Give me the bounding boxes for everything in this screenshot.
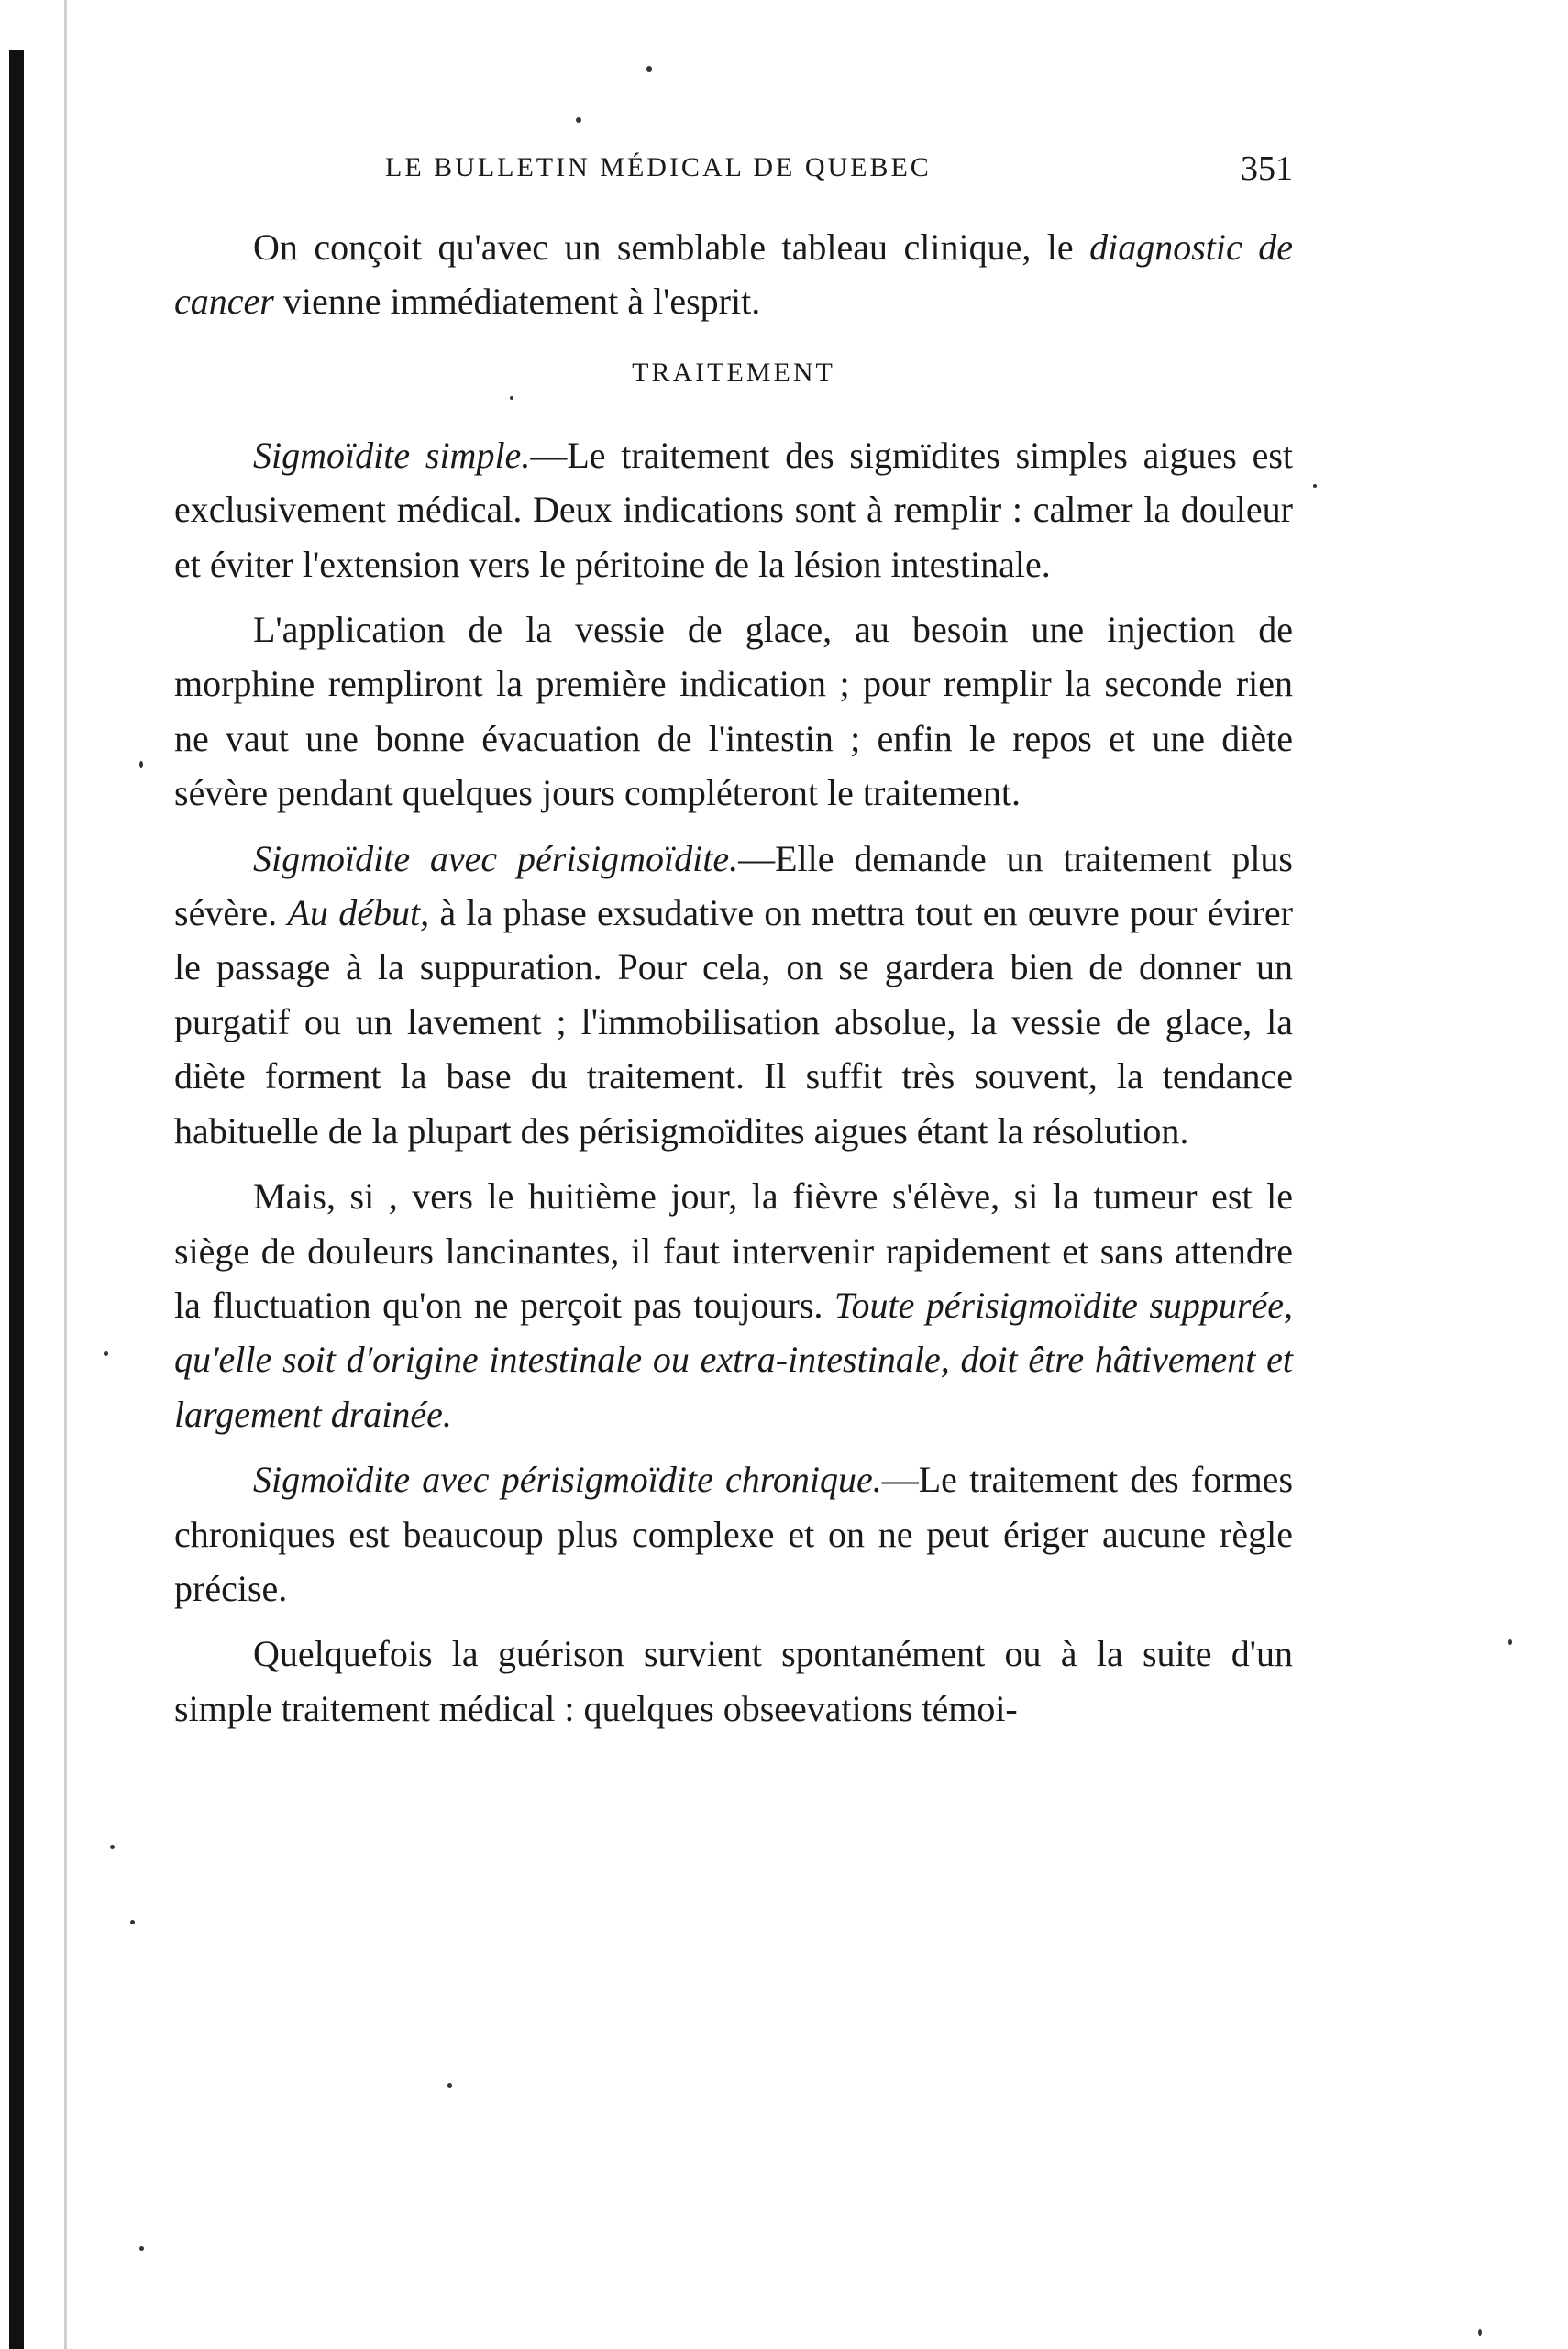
paragraph-sigmoidite-simple: Sigmoïdite simple.—Le traitement des sigmïdites simples aigues est exclusivement médical. Deux indications sont à remplir : calmer la douleur et éviter l'extension vers le péritoine de la lésion intestinale. <box>174 434 1293 585</box>
running-header <box>385 149 1293 194</box>
emphasis-drainage-rule: Toute périsigmoïdite suppurée, qu'elle soit d'origine intestinale ou extra-intestinale, doit être hâtivement et largement drainée. <box>174 1284 1293 1435</box>
ink-speck <box>1508 1639 1512 1645</box>
emphasis-diagnostic: diagnostic de cancer <box>174 226 1293 323</box>
paragraph-huitieme-jour: Mais, si , vers le huitième jour, la fièvre s'élève, si la tumeur est le siège de douleurs lancinantes, il faut intervenir rapidement et sans attendre la fluctuation qu'on ne perçoit pas toujours. Toute périsigmoïdite suppurée, qu'elle soit d'origine intestinale ou extra-intestinale, doit être hâtivement et largement drainée. <box>174 1175 1293 1435</box>
emphasis-au-debut: Au début, <box>287 892 430 934</box>
ink-speck <box>130 1920 135 1924</box>
ink-speck <box>139 761 143 768</box>
ink-speck <box>110 1845 115 1849</box>
ink-speck <box>447 2083 452 2088</box>
paragraph-quelquefois: Quelquefois la guérison survient spontanément ou à la suite d'un simple traitement médical : quelques obseevations témoi- <box>174 1633 1293 1729</box>
ink-speck <box>1478 2329 1482 2336</box>
ink-speck <box>139 2246 144 2251</box>
paragraph-diagnostic: On conçoit qu'avec un semblable tableau clinique, le diagnostic de cancer vienne immédiatement à l'esprit. <box>174 226 1293 323</box>
paragraph-application: L'application de la vessie de glace, au besoin une injection de morphine rempliront la première indication ; pour remplir la seconde rien ne vaut une bonne évacuation de l'intestin ; enfin le repos et une diète sévère pendant quelques jours compléteront le traitement. <box>174 609 1293 814</box>
subheading-sigmoidite-simple: Sigmoïdite simple. <box>253 434 531 476</box>
page-number: 351 <box>1241 149 1293 188</box>
ink-speck <box>104 1351 108 1356</box>
subheading-perisigmoidite: Sigmoïdite avec périsigmoïdite. <box>253 837 739 879</box>
ink-speck <box>576 117 581 123</box>
page-edge-line <box>64 0 67 2349</box>
ink-speck <box>1313 484 1317 488</box>
binding-gutter-bar <box>9 50 24 2349</box>
body-text <box>174 220 1293 1736</box>
paragraph-perisigmoidite: Sigmoïdite avec périsigmoïdite.—Elle demande un traitement plus sévère. Au début, à la phase exsudative on mettra tout en œuvre pour évirer le passage à la suppuration. Pour cela, on se gardera bien de donner un purgatif ou un lavement ; l'immobilisation absolue, la vessie de glace, la diète forment la base du traitement. Il suffit très souvent, la tendance habituelle de la plupart des périsigmoïdites aigues étant la résolution. <box>174 837 1293 1152</box>
paragraph-chronique: Sigmoïdite avec périsigmoïdite chronique.—Le traitement des formes chroniques est beaucoup plus complexe et on ne peut ériger aucune règle précise. <box>174 1459 1294 1609</box>
running-title: LE BULLETIN MÉDICAL DE QUEBEC <box>385 152 932 182</box>
section-heading: TRAITEMENT <box>632 357 835 388</box>
subheading-chronique: Sigmoïdite avec périsigmoïdite chronique. <box>253 1459 882 1501</box>
ink-speck <box>646 66 652 72</box>
